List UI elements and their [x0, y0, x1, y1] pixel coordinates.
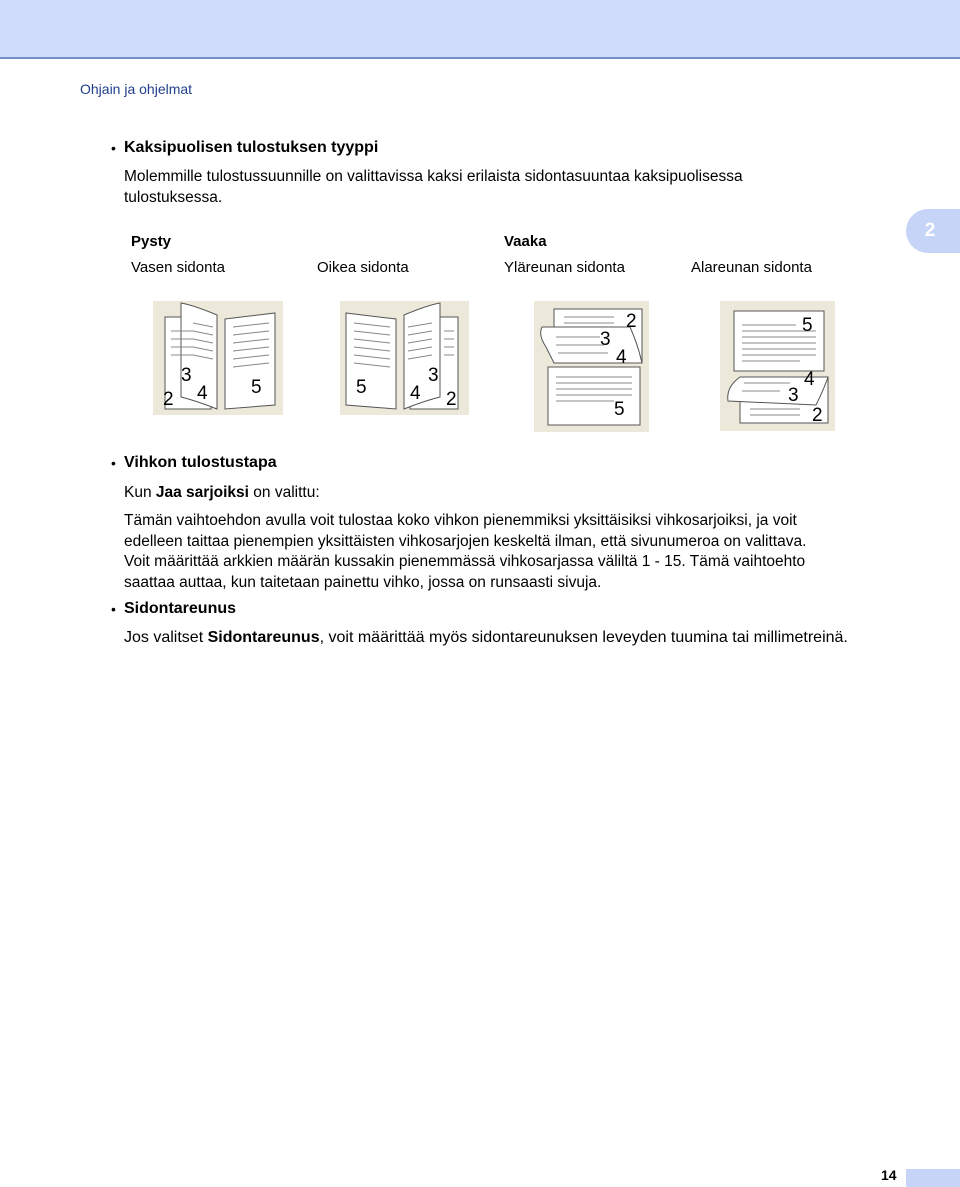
right-page-2: 2	[446, 389, 457, 410]
duplex-body-2: tulostuksessa.	[124, 189, 223, 206]
bottom-page-5: 5	[802, 315, 813, 336]
right-page-3: 3	[428, 365, 439, 386]
option-top-binding: Yläreunan sidonta	[504, 259, 625, 276]
landscape-label: Vaaka	[504, 233, 547, 250]
booklet-line-2: edelleen taittaa pienempien yksittäisten vihkosarjojen keskeltä ilman, että sivunumeroa on valittava.	[124, 533, 807, 550]
top-binding-illustration	[534, 301, 649, 432]
booklet-intro: Kun Jaa sarjoiksi on valittu:	[124, 484, 320, 501]
duplex-heading: Kaksipuolisen tulostuksen tyyppi	[124, 139, 379, 156]
bottom-page-2: 2	[812, 405, 823, 426]
running-header: Ohjain ja ohjelmat	[80, 81, 193, 97]
right-page-5: 5	[356, 377, 367, 398]
bullet-2: •	[111, 455, 116, 471]
right-binding-illustration	[340, 301, 469, 415]
left-page-5: 5	[251, 377, 262, 398]
top-band	[0, 0, 960, 59]
page-number: 14	[881, 1167, 897, 1183]
option-right-binding: Oikea sidonta	[317, 259, 409, 276]
booklet-line-3: Voit määrittää arkkien määrän kussakin pienemmässä vihkosarjassa väliltä 1 - 15. Tämä vaihtoehto	[124, 553, 806, 570]
portrait-label: Pysty	[131, 233, 172, 250]
right-page-4: 4	[410, 383, 421, 404]
left-page-2: 2	[163, 389, 174, 410]
bullet-1: •	[111, 140, 116, 156]
duplex-body-1: Molemmille tulostussuunnille on valittavissa kaksi erilaista sidontasuuntaa kaksipuolisessa	[124, 168, 743, 185]
left-binding-illustration	[153, 301, 283, 415]
bullet-3: •	[111, 601, 116, 617]
top-page-3: 3	[600, 329, 611, 350]
booklet-line-4: saattaa auttaa, kun taitetaan painettu vihko, jossa on runsaasti sivuja.	[124, 574, 602, 591]
top-page-4: 4	[616, 347, 627, 368]
top-page-2: 2	[626, 311, 637, 332]
bottom-page-3: 3	[788, 385, 799, 406]
bottom-binding-illustration	[720, 301, 835, 431]
margin-heading: Sidontareunus	[124, 600, 237, 617]
page-number-bar	[906, 1169, 960, 1187]
margin-body: Jos valitset Sidontareunus, voit määrittää myös sidontareunuksen leveyden tuumina tai millimetreinä.	[124, 629, 848, 646]
left-page-3: 3	[181, 365, 192, 386]
left-page-4: 4	[197, 383, 208, 404]
option-left-binding: Vasen sidonta	[131, 259, 225, 276]
booklet-line-1: Tämän vaihtoehdon avulla voit tulostaa koko vihkon pienemmiksi yksittäisiksi vihkosarjoiksi, ja voit	[124, 512, 797, 529]
chapter-tab: 2	[906, 209, 960, 253]
option-bottom-binding: Alareunan sidonta	[691, 259, 812, 276]
booklet-heading: Vihkon tulostustapa	[124, 454, 277, 471]
bottom-page-4: 4	[804, 369, 815, 390]
top-page-5: 5	[614, 399, 625, 420]
